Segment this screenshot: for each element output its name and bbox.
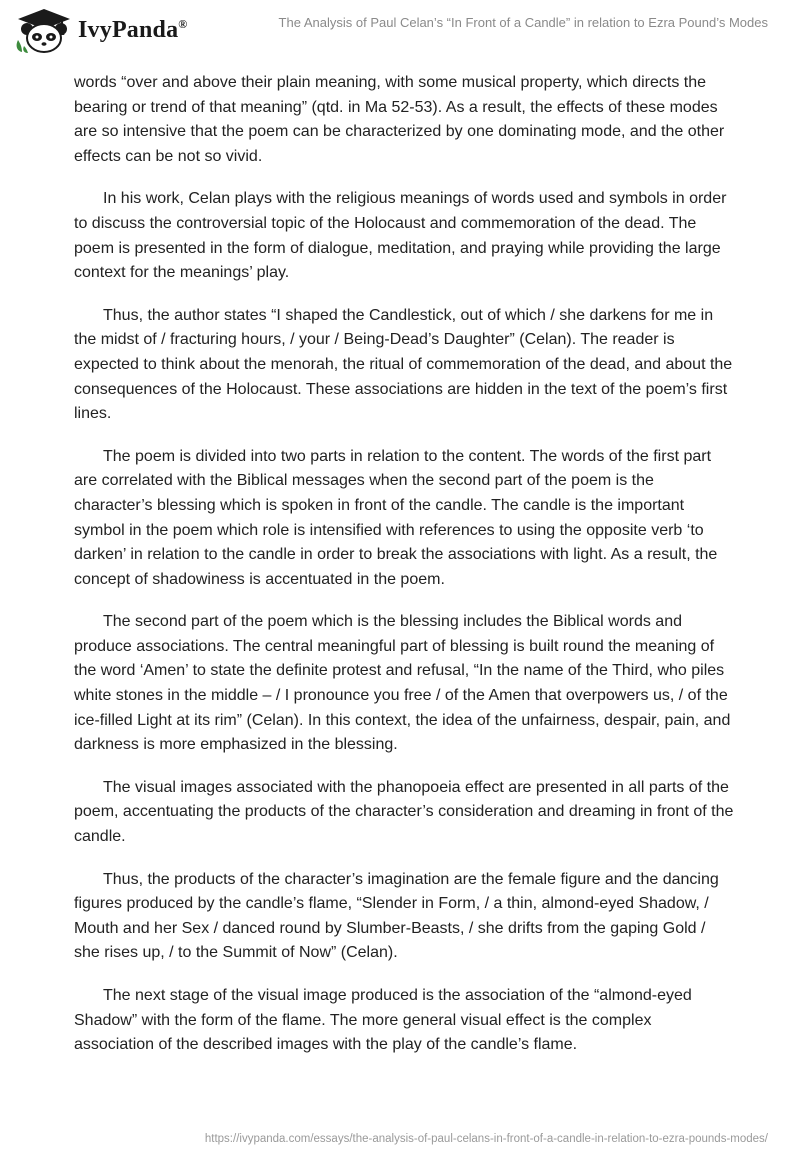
paragraph: The next stage of the visual image produced is the association of the “almond-eyed Shadow” with the form of the flame. The more general visual effect is the complex association of the described images with the play of the candle’s flame. bbox=[74, 987, 692, 1054]
logo-text: IvyPanda® bbox=[78, 16, 188, 43]
panda-graduate-icon bbox=[14, 6, 74, 54]
paragraph: The second part of the poem which is the blessing includes the Biblical words and produce associations. The central meaningful part of blessing is built round the meaning of the word ‘Amen’ to state the definite protest and refusal, “In the name of the Third, who piles white stones in the middle – / I pronounce you free / of the Amen that overpowers us, / of the ice-filled Light at its rim” (Celan). In this context, the idea of the unfairness, despair, pain, and darkness is more emphasized in the blessing. bbox=[74, 613, 731, 754]
paragraph: The visual images associated with the phanopoeia effect are presented in all parts of the poem, accentuating the products of the character’s consideration and dreaming in front of the candle. bbox=[74, 778, 734, 846]
paragraph: In his work, Celan plays with the religious meanings of words used and symbols in order to discuss the controversial topic of the Holocaust and commemoration of the dead. The poem is presented in the form of dialogue, meditation, and praying while providing the large context for the meanings’ play. bbox=[74, 190, 727, 282]
paragraph: Thus, the products of the character’s imagination are the female figure and the dancing figures produced by the candle’s flame, “Slender in Form, / a thin, almond-eyed Shadow, / Mouth and her Sex / danced round by Slumber-Beasts, / she drifts from the gaping Gold / she rises up, / to the Summit of Now” (Celan). bbox=[74, 870, 719, 962]
source-url-link[interactable]: https://ivypanda.com/essays/the-analysis-of-paul-celans-in-front-of-a-candle-in-relation-to-ezra-pounds-modes/ bbox=[204, 1133, 768, 1145]
paragraph: words “over and above their plain meaning, with some musical property, which directs the bearing or trend of that meaning” (qtd. in Ma 52-53). As a result, the effects of these modes are so intensive that the poem can be characterized by one dominating mode, and the other effects can be not so vivid. bbox=[74, 74, 725, 165]
paragraph: Thus, the author states “I shaped the Candlestick, out of which / she darkens for me in the midst of / fracturing hours, / your / Being-Dead’s Daughter” (Celan). The reader is expected to think about the menorah, the ritual of commemoration of the dead, and about the consequences of the Holocaust. These associations are hidden in the text of the poem’s first lines. bbox=[74, 306, 733, 423]
paragraph: The poem is divided into two parts in relation to the content. The words of the first part are correlated with the Biblical messages when the second part of the poem is the character’s blessing which is spoken in front of the candle. The candle is the important symbol in the poem which role is intensified with references to using the opposite verb ‘to darken’ in relation to the candle in order to break the associations with light. As a result, the concept of shadowiness is accentuated in the poem. bbox=[74, 447, 718, 588]
essay-body bbox=[74, 71, 734, 1076]
site-logo[interactable] bbox=[14, 6, 187, 54]
page-title: The Analysis of Paul Celan’s “In Front of a Candle” in relation to Ezra Pound’s Modes bbox=[278, 15, 768, 30]
